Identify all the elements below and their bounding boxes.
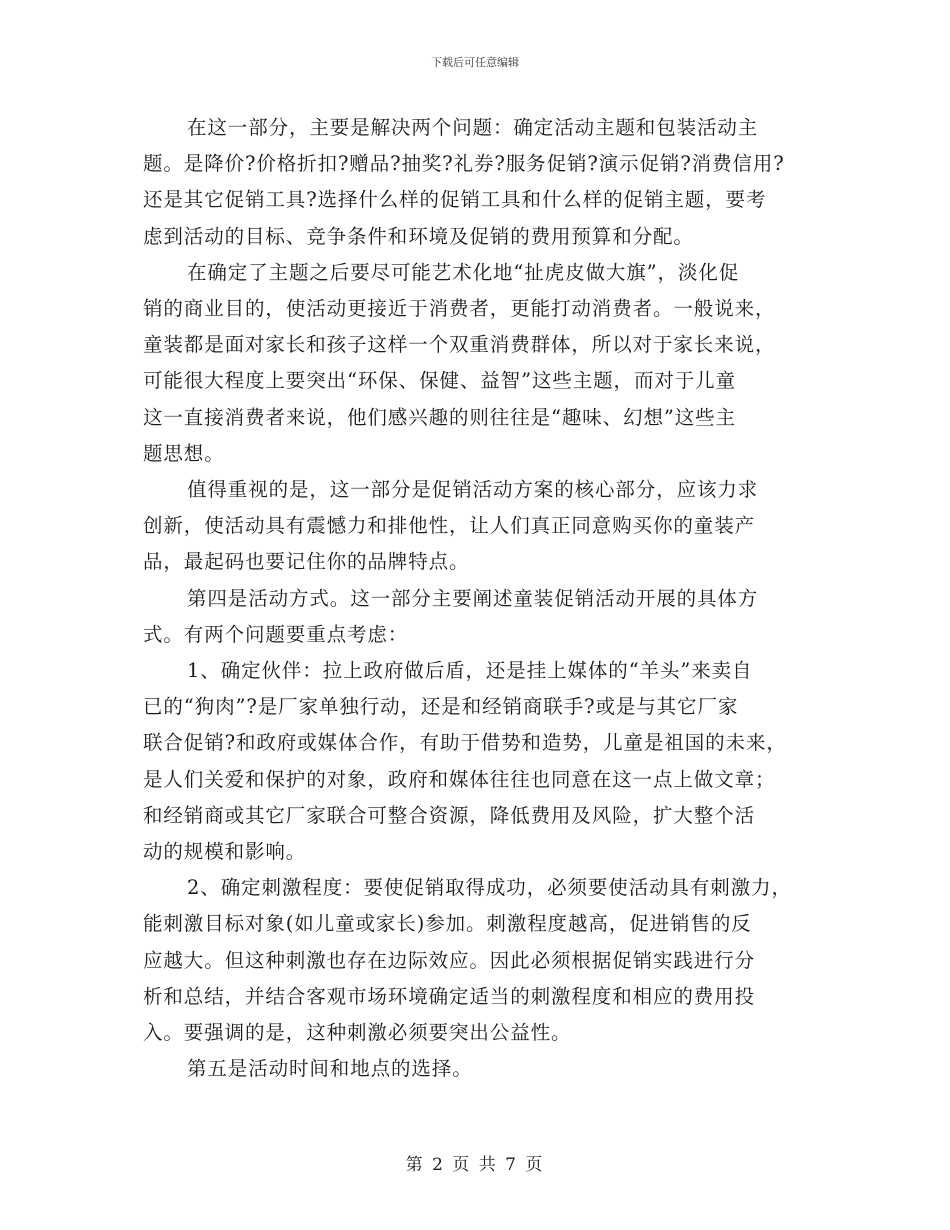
text-line: 能刺激目标对象(如儿童或家长)参加。刺激程度越高，促进销售的反 bbox=[143, 912, 752, 936]
text-line: 2、确定刺激程度：要使促销取得成功，必须要使活动具有刺激力， bbox=[187, 876, 792, 900]
text-line: 第五是活动时间和地点的选择。 bbox=[187, 1057, 473, 1081]
text-line: 销的商业目的，使活动更接近于消费者，更能打动消费者。一般说来， bbox=[143, 297, 776, 321]
text-line: 题思想。 bbox=[143, 441, 225, 465]
text-line: 析和总结，并结合客观市场环境确定适当的刺激程度和相应的费用投 bbox=[143, 984, 756, 1008]
text-line: 题。是降价?价格折扣?赠品?抽奖?礼券?服务促销?演示促销?消费信用? bbox=[143, 152, 785, 176]
text-line: 还是其它促销工具?选择什么样的促销工具和什么样的促销主题，要考 bbox=[143, 188, 767, 212]
text-line: 童装都是面对家长和孩子这样一个双重消费群体，所以对于家长来说， bbox=[143, 333, 776, 357]
text-line: 应越大。但这种刺激也存在边际效应。因此必须根据促销实践进行分 bbox=[143, 948, 756, 972]
text-line: 第四是活动方式。这一部分主要阐述童装促销活动开展的具体方 bbox=[187, 586, 759, 610]
body-text bbox=[143, 110, 823, 1087]
text-line: 值得重视的是，这一部分是促销活动方案的核心部分，应该力求 bbox=[187, 478, 759, 502]
text-line: 动的规模和影响。 bbox=[143, 840, 307, 864]
page-number: 第 2 页 共 7 页 bbox=[405, 1155, 545, 1175]
text-line: 已的“狗肉”?是厂家单独行动，还是和经销商联手?或是与其它厂家 bbox=[143, 695, 739, 719]
text-line: 创新，使活动具有震憾力和排他性，让人们真正同意购买你的童装产 bbox=[143, 514, 756, 538]
text-line: 是人们关爱和保护的对象，政府和媒体往往也同意在这一点上做文章； bbox=[143, 767, 776, 791]
text-line: 在这一部分，主要是解决两个问题：确定活动主题和包装活动主 bbox=[187, 116, 759, 139]
text-line: 可能很大程度上要突出“环保、保健、益智”这些主题，而对于儿童 bbox=[143, 369, 736, 393]
text-line: 联合促销?和政府或媒体合作，有助于借势和造势，儿童是祖国的未来， bbox=[143, 731, 787, 755]
text-line: 入。要强调的是，这种刺激必须要突出公益性。 bbox=[143, 1021, 572, 1045]
text-line: 和经销商或其它厂家联合可整合资源，降低费用及风险，扩大整个活 bbox=[143, 803, 756, 827]
header-note: 下载后可任意编辑 bbox=[431, 56, 519, 69]
text-line: 品，最起码也要记住你的品牌特点。 bbox=[143, 550, 470, 574]
text-line: 式。有两个问题要重点考虑： bbox=[143, 622, 409, 646]
text-line: 1、确定伙伴：拉上政府做后盾，还是挂上媒体的“羊头”来卖自 bbox=[187, 659, 753, 683]
text-line: 虑到活动的目标、竞争条件和环境及促销的费用预算和分配。 bbox=[143, 224, 694, 248]
text-line: 这一直接消费者来说，他们感兴趣的则往往是“趣味、幻想”这些主 bbox=[143, 405, 736, 429]
text-line: 在确定了主题之后要尽可能艺术化地“扯虎皮做大旗”，淡化促 bbox=[187, 260, 740, 284]
